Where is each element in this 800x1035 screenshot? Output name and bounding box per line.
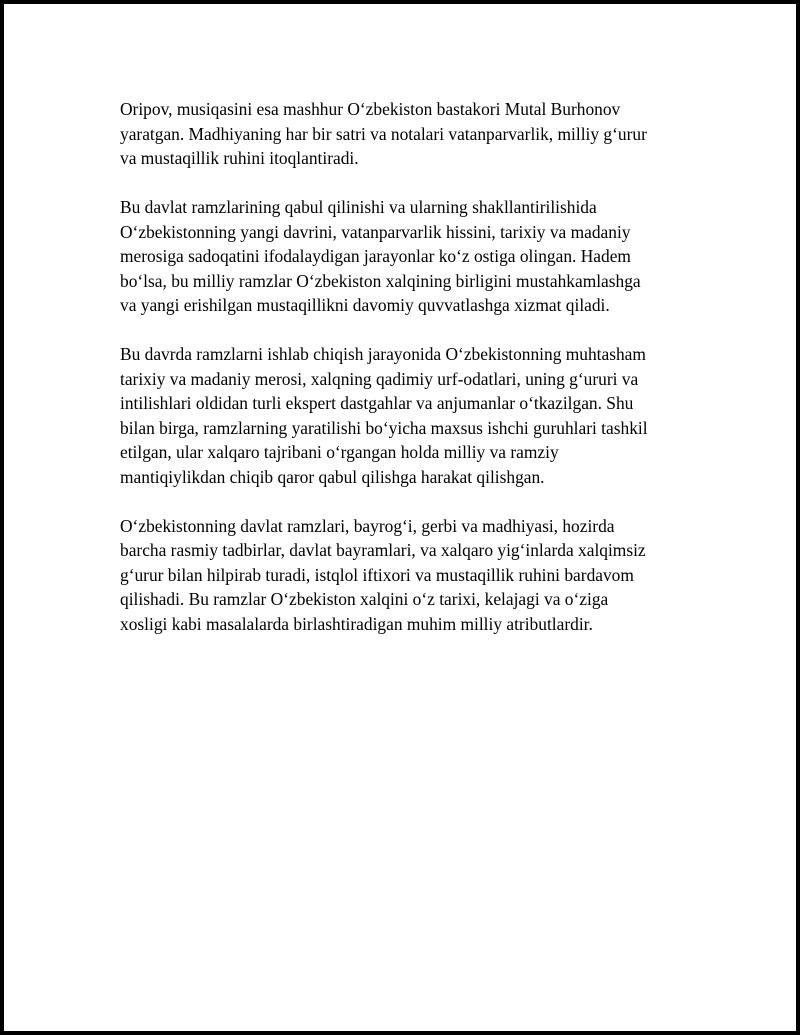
paragraph-line: g‘urur bilan hilpirab turadi, istqlol iftixori va mustaqillik ruhini bardavom	[120, 564, 634, 585]
paragraph-line: yaratgan. Madhiyaning har bir satri va notalari vatanparvarlik, milliy g‘urur	[120, 123, 647, 144]
paragraph-line: O‘zbekistonning davlat ramzlari, bayrog‘i, gerbi va madhiyasi, hozirda	[120, 515, 615, 536]
paragraph-line: Bu davrda ramzlarni ishlab chiqish jarayonida O‘zbekistonning muhtasham	[120, 344, 646, 364]
paragraph-2	[120, 195, 686, 318]
paragraph-1	[120, 97, 686, 171]
paragraph-line: barcha rasmiy tadbirlar, davlat bayramlari, va xalqaro yig‘inlarda xalqimsiz	[120, 540, 646, 560]
paragraph-4	[120, 514, 686, 637]
paragraph-line: Oripov, musiqasini esa mashhur O‘zbekiston bastakori Mutal Burhonov	[120, 99, 621, 119]
paragraph-line: xosligi kabi masalalarda birlashtiradigan muhim milliy atributlardir.	[120, 613, 593, 634]
paragraph-line: va yangi erishilgan mustaqillikni davomiy quvvatlashga xizmat qiladi.	[120, 295, 610, 315]
paragraph-line: bo‘lsa, bu milliy ramzlar O‘zbekiston xalqining birligini mustahkamlashga	[120, 270, 641, 291]
paragraph-3	[120, 342, 686, 489]
paragraph-line: merosiga sadoqatini ifodalaydigan jarayonlar ko‘z ostiga olingan. Hadem	[120, 246, 631, 266]
paragraph-line: O‘zbekistonning yangi davrini, vatanparvarlik hissini, tarixiy va madaniy	[120, 221, 631, 242]
paragraph-line: tarixiy va madaniy merosi, xalqning qadimiy urf-odatlari, uning g‘ururi va	[120, 368, 639, 389]
paragraph-line: bilan birga, ramzlarning yaratilishi bo‘yicha maxsus ishchi guruhlari tashkil	[120, 417, 648, 438]
paragraph-line: Bu davlat ramzlarining qabul qilinishi va ularning shakllantirilishida	[120, 197, 597, 217]
paragraph-line: va mustaqillik ruhini itoqlantiradi.	[120, 148, 359, 168]
paragraph-line: etilgan, ular xalqaro tajribani o‘rgangan holda milliy va ramziy	[120, 442, 559, 462]
paragraph-line: intilishlari oldidan turli ekspert dastgahlar va anjumanlar o‘tkazilgan. Shu	[120, 393, 634, 413]
document-body	[120, 97, 686, 661]
paragraph-line: mantiqiylikdan chiqib qaror qabul qilishga harakat qilishgan.	[120, 466, 545, 487]
paragraph-line: qilishadi. Bu ramzlar O‘zbekiston xalqini o‘z tarixi, kelajagi va o‘ziga	[120, 589, 609, 609]
